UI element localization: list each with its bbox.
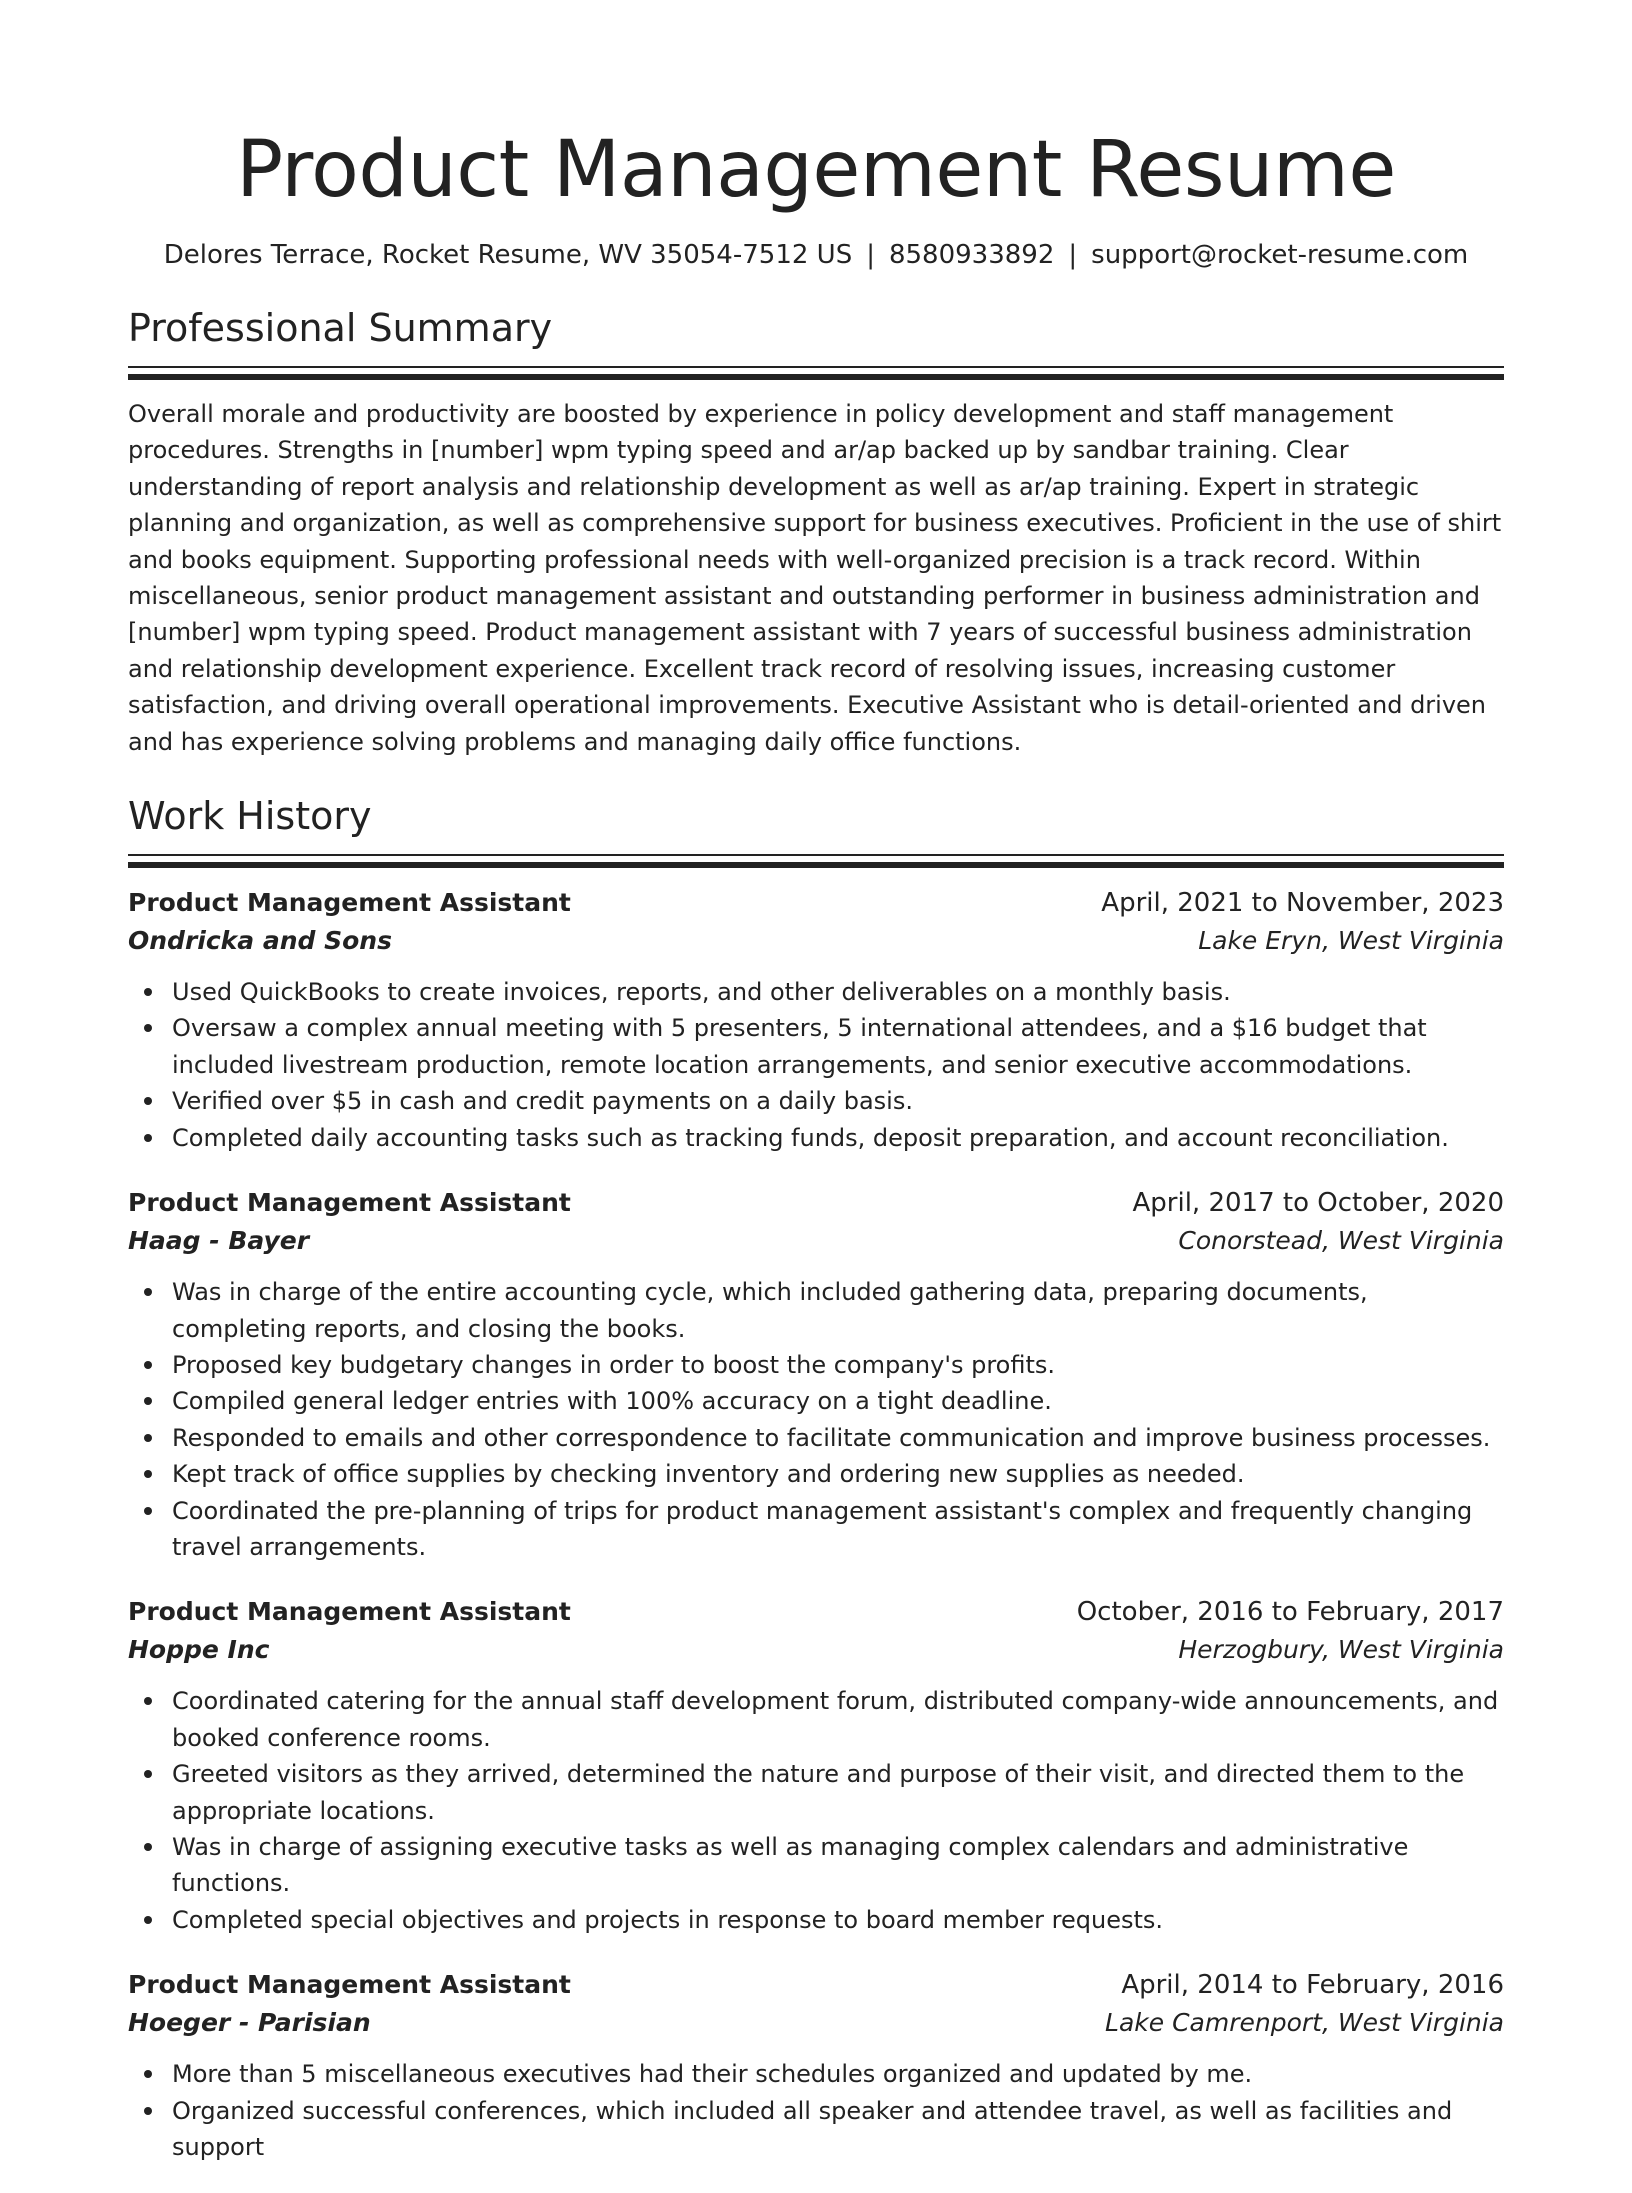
list-item: Responded to emails and other correspondence to facilitate communication and improve business processes. (128, 1420, 1504, 1456)
list-item: Coordinated the pre-planning of trips for product management assistant's complex and frequently changing travel arrangements. (128, 1493, 1504, 1566)
summary-text: Overall morale and productivity are boosted by experience in policy development and staff management procedures. Strengths in [number] wpm typing speed and ar/ap backed up by sandbar training. Clear understanding of report analysis and relationship development as well as ar/ap training. Expert in strategic planning and organization, as well as comprehensive support for business executives. Proficient in the use of shirt and books equipment. Supporting professional needs with well-organized precision is a track record. Within miscellaneous, senior product management assistant and outstanding performer in business administration and [number] wpm typing speed. Product management assistant with 7 years of successful business administration and relationship development experience. Excellent track record of resolving issues, increasing customer satisfaction, and driving overall operational improvements. Executive Assistant who is detail-oriented and driven and has experience solving problems and managing daily office functions. (128, 400, 1502, 756)
job-dates: April, 2017 to October, 2020 (1132, 1188, 1504, 1219)
list-item: Greeted visitors as they arrived, determined the nature and purpose of their visit, and directed them to the appropriate locations. (128, 1756, 1504, 1829)
list-item: Oversaw a complex annual meeting with 5 presenters, 5 international attendees, and a $16 budget that included livestream production, remote location arrangements, and senior executive accommodations. (128, 1010, 1504, 1083)
list-item: Kept track of office supplies by checking inventory and ordering new supplies as needed. (128, 1456, 1504, 1492)
resume-page (128, 0, 1504, 2193)
job-dates: April, 2014 to February, 2016 (1121, 1970, 1504, 2001)
contact-address: Delores Terrace, Rocket Resume, WV 35054-7512 US (163, 240, 853, 270)
job-location: Lake Eryn, West Virginia (1198, 926, 1504, 956)
job-entry (128, 884, 1504, 1156)
job-entry (128, 1593, 1504, 1938)
list-item: Verified over $5 in cash and credit payments on a daily basis. (128, 1083, 1504, 1119)
job-role: Product Management Assistant (128, 1597, 571, 1627)
job-location: Lake Camrenport, West Virginia (1105, 2008, 1504, 2038)
list-item: Was in charge of the entire accounting cycle, which included gathering data, preparing documents, completing reports, and closing the books. (128, 1274, 1504, 1347)
list-item: Completed daily accounting tasks such as tracking funds, deposit preparation, and account reconciliation. (128, 1120, 1504, 1156)
job-dates: October, 2016 to February, 2017 (1076, 1597, 1504, 1628)
professional-summary-section (128, 304, 1504, 760)
job-role: Product Management Assistant (128, 888, 571, 918)
list-item: Used QuickBooks to create invoices, reports, and other deliverables on a monthly basis. (128, 974, 1504, 1010)
job-dates: April, 2021 to November, 2023 (1101, 888, 1504, 919)
work-history-section (128, 792, 1504, 2165)
contact-email: support@rocket-resume.com (1091, 240, 1469, 270)
list-item: Coordinated catering for the annual staff development forum, distributed company-wide announcements, and booked conference rooms. (128, 1683, 1504, 1756)
job-entry (128, 1184, 1504, 1565)
job-header-row (128, 1184, 1504, 1222)
resume-title: Product Management Resume (236, 125, 1396, 215)
job-bullet-list (128, 1683, 1504, 1938)
contact-phone: 8580933892 (888, 240, 1055, 270)
job-company-row (128, 1222, 1504, 1260)
job-company-row (128, 2004, 1504, 2042)
job-role: Product Management Assistant (128, 1188, 571, 1218)
list-item: Compiled general ledger entries with 100% accuracy on a tight deadline. (128, 1383, 1504, 1419)
section-divider (128, 854, 1504, 868)
job-company: Hoeger - Parisian (128, 2008, 371, 2038)
job-header-row (128, 884, 1504, 922)
job-bullet-list (128, 2056, 1504, 2165)
list-item: Was in charge of assigning executive tasks as well as managing complex calendars and administrative functions. (128, 1829, 1504, 1902)
contact-separator: | (1068, 240, 1078, 270)
section-heading-summary: Professional Summary (128, 306, 553, 350)
job-company: Haag - Bayer (128, 1226, 310, 1256)
list-item: Completed special objectives and projects in response to board member requests. (128, 1902, 1504, 1938)
job-header-row (128, 1593, 1504, 1631)
list-item: Proposed key budgetary changes in order to boost the company's profits. (128, 1347, 1504, 1383)
contact-line (128, 238, 1504, 272)
job-list (128, 884, 1504, 2165)
job-location: Conorstead, West Virginia (1178, 1226, 1504, 1256)
job-company: Hoppe Inc (128, 1635, 270, 1665)
section-divider (128, 366, 1504, 380)
job-entry (128, 1966, 1504, 2165)
job-bullet-list (128, 1274, 1504, 1565)
job-location: Herzogbury, West Virginia (1178, 1635, 1504, 1665)
contact-separator: | (866, 240, 875, 270)
job-bullet-list (128, 974, 1504, 1156)
list-item: Organized successful conferences, which included all speaker and attendee travel, as well as facilities and support (128, 2093, 1504, 2166)
job-role: Product Management Assistant (128, 1970, 571, 2000)
section-heading-work-history: Work History (128, 794, 372, 839)
job-company: Ondricka and Sons (128, 926, 392, 956)
job-company-row (128, 922, 1504, 960)
list-item: More than 5 miscellaneous executives had their schedules organized and updated by me. (128, 2056, 1504, 2092)
job-header-row (128, 1966, 1504, 2004)
job-company-row (128, 1631, 1504, 1669)
